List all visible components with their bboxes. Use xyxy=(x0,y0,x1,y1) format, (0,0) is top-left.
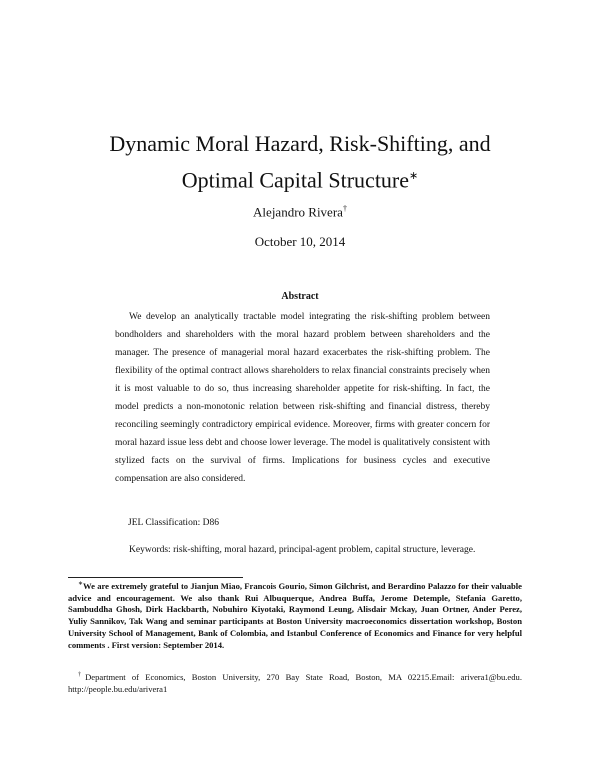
abstract-body: We develop an analytically tractable model integrating the risk-shifting problem between bondholders and shareholders with the moral hazard problem between shareholders and the manager. The presence of managerial moral hazard exacerbates the risk-shifting problem. The flexibility of the optimal contract allows shareholders to relax financial constraints precisely when it is most valuable to do so, thus increasing shareholder appetite for risk-shifting. In fact, the model predicts a non-monotonic relation between risk-shifting and financial distress, thereby reconciling seemingly contradictory empirical evidence. Moreover, firms with greater concern for moral hazard issue less debt and choose lower leverage. The model is qualitatively consistent with stylized facts on the survival of firms. Implications for business cycles and executive compensation are also considered. xyxy=(115,312,490,484)
author-text: Alejandro Rivera xyxy=(253,204,343,220)
footnote-1-mark: ∗ xyxy=(78,581,84,587)
abstract-heading: Abstract xyxy=(281,291,319,302)
publication-date: October 10, 2014 xyxy=(254,234,346,249)
title-footnote-mark: ∗ xyxy=(409,170,419,182)
footnote-divider xyxy=(68,577,243,578)
footnote-2-mark: † xyxy=(78,672,86,678)
footnote-acknowledgements xyxy=(68,579,522,652)
author-name xyxy=(40,204,560,220)
author-footnote-mark: † xyxy=(342,204,347,213)
footnote-2-text: Department of Economics, Boston University, 270 Bay State Road, Boston, MA 02215.Email: arivera1@bu.edu. http://people.bu.edu/arivera1 xyxy=(68,671,522,694)
title-line-2 xyxy=(40,160,560,196)
title-line-1: Dynamic Moral Hazard, Risk-Shifting, and xyxy=(109,131,491,156)
jel-classification: JEL Classification: D86 xyxy=(128,518,219,528)
footnote-affiliation xyxy=(68,670,522,695)
keywords: Keywords: risk-shifting, moral hazard, principal-agent problem, capital structure, leverage. xyxy=(129,545,476,555)
title-line-2-text: Optimal Capital Structure xyxy=(181,167,410,193)
paper-title xyxy=(40,128,560,196)
footnote-1-text: We are extremely grateful to Jianjun Miao, Francois Gourio, Simon Gilchrist, and Berardino Palazzo for their valuable advice and encouragement. We also thank Rui Albuquerque, Andrea Buffa, Jerome Detemple, Stefania Garetto, Sambuddha Ghosh, Dirk Hackbarth, Nobuhiro Kiyotaki, Raymond Leung, Alisdair Mckay, Juan Ortner, Ander Perez, Yuliy Sannikov, Tak Wang and seminar participants at Boston University macroeconomics dissertation workshop, Boston University School of Management, Bank of Colombia, and Istanbul Conference of Economics and Finance for very helpful comments . First version: September 2014. xyxy=(68,580,522,650)
